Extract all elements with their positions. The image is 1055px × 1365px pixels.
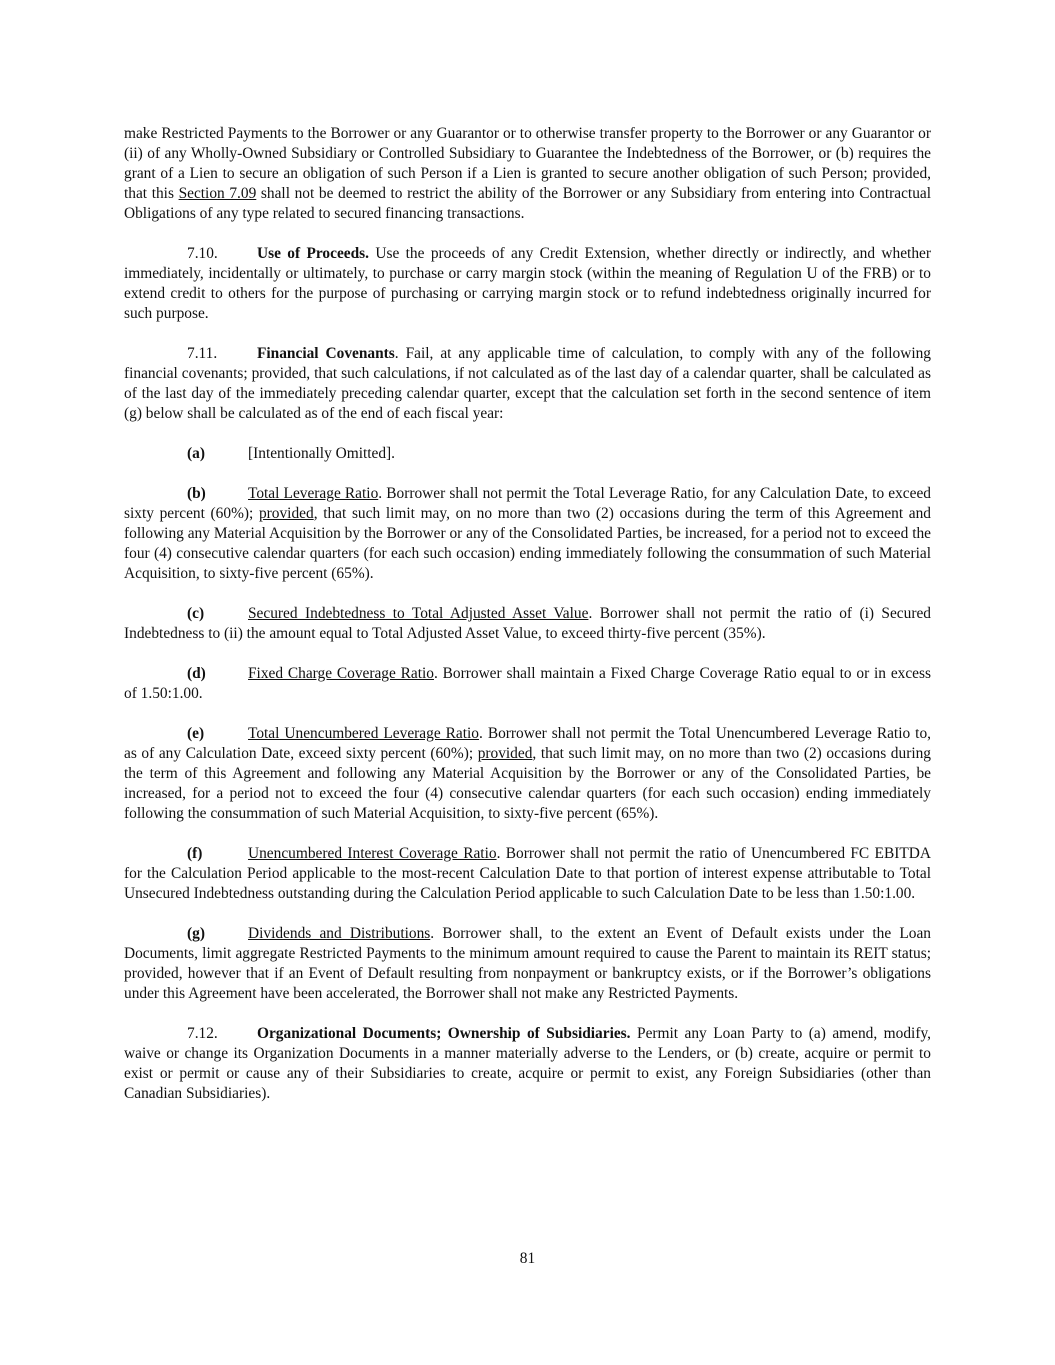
proviso-term: provided	[477, 745, 533, 762]
section-7-11	[124, 344, 931, 424]
item-c	[124, 604, 931, 644]
proviso-term: provided	[258, 505, 314, 522]
section-number: 7.10.	[187, 245, 218, 262]
item-title: Dividends and Distributions	[248, 925, 431, 942]
item-title: Secured Indebtedness to Total Adjusted Asset Value	[248, 605, 589, 622]
item-a	[124, 444, 931, 464]
section-7-10	[124, 244, 931, 324]
section-number: 7.11.	[187, 345, 218, 362]
item-label: (a)	[187, 445, 205, 462]
item-label: (f)	[187, 845, 203, 862]
section-body: Use the proceeds of any Credit Extension, whether directly or indirectly, and whether immediately, incidentally or ultimately, to purchase or carry margin stock (within the meaning of Regulation U of the FRB) or to extend credit to others for the purpose of purchasing or carrying margin stock or to refund indebtedness originally incurred for such purpose.	[124, 245, 931, 322]
item-body: [Intentionally Omitted].	[248, 445, 396, 462]
item-g	[124, 924, 931, 1004]
item-d	[124, 664, 931, 704]
page-number: 81	[519, 1250, 536, 1267]
item-f	[124, 844, 931, 904]
item-e	[124, 724, 931, 824]
section-reference: Section 7.09	[178, 185, 257, 202]
section-title: Use of Proceeds.	[257, 245, 370, 262]
section-body: Permit any Loan Party to (a) amend, modify, waive or change its Organization Documents in a manner materially adverse to the Lenders, or (b) create, acquire or permit to exist or permit or cause any of their Subsidiaries to create, acquire or permit to exist, any Foreign Subsidiaries (other than Canadian Subsidiaries).	[124, 1025, 931, 1102]
item-label: (b)	[187, 485, 206, 502]
item-body: . Borrower shall not permit the Total Leverage Ratio, for any Calculation Date, to exceed sixty percent (60%);	[124, 485, 931, 522]
item-label: (c)	[187, 605, 205, 622]
item-title: Total Leverage Ratio	[248, 485, 379, 502]
paragraph-text: make Restricted Payments to the Borrower or any Guarantor or to otherwise transfer property to the Borrower or any Guarantor or (ii) of any Wholly-Owned Subsidiary or Controlled Subsidiary to Guarantee the Indebtedness of the Borrower, or (b) requires the grant of a Lien to secure an obligation of such Person if a Lien is granted to secure another obligation of such Person; provided, that this	[124, 125, 931, 202]
item-label: (g)	[187, 925, 205, 942]
section-number: 7.12.	[187, 1025, 218, 1042]
item-b	[124, 484, 931, 584]
item-body: , that such limit may, on no more than two (2) occasions during the term of this Agreement and following any Material Acquisition by the Borrower or any of the Consolidated Parties, be increased, for a period not to exceed the four (4) consecutive calendar quarters (for each such occasion) ending immediately following the consummation of such Material Acquisition, to sixty-five percent (65%).	[124, 505, 932, 582]
item-body: . Borrower shall not permit the ratio of Unencumbered FC EBITDA for the Calculation Period applicable to the most-recent Calculation Date to that portion of interest expense attributable to Total Unsecured Indebtedness outstanding during the Calculation Period applicable to such Calculation Date to be less than 1.50:1.00.	[124, 845, 931, 902]
section-7-12	[124, 1024, 931, 1104]
item-title: Fixed Charge Coverage Ratio	[248, 665, 434, 682]
document-page	[124, 124, 931, 1124]
item-body: , that such limit may, on no more than two (2) occasions during the term of this Agreement and following any Material Acquisition by the Borrower or any of the Consolidated Parties, be increased, for a period not to exceed the four (4) consecutive calendar quarters (for each such occasion) ending immediately following the consummation of such Material Acquisition, to sixty-five percent (65%).	[124, 745, 931, 822]
continuation-paragraph	[124, 124, 931, 224]
item-title: Total Unencumbered Leverage Ratio	[248, 725, 479, 742]
section-body: . Fail, at any applicable time of calculation, to comply with any of the following financial covenants; provided, that such calculations, if not calculated as of the last day of a calendar quarter, shall be calculated as of the last day of the immediately preceding calendar quarter, except that the calculation set forth in the second sentence of item (g) below shall be calculated as of the end of each fiscal year:	[124, 345, 931, 422]
item-title: Unencumbered Interest Coverage Ratio	[248, 845, 497, 862]
item-body: . Borrower shall not permit the ratio of (i) Secured Indebtedness to (ii) the amount equal to Total Adjusted Asset Value, to exceed thirty-five percent (35%).	[124, 605, 931, 642]
section-title: Financial Covenants	[257, 345, 395, 362]
item-body: . Borrower shall not permit the Total Unencumbered Leverage Ratio to, as of any Calculation Date, exceed sixty percent (60%);	[124, 725, 931, 762]
item-label: (d)	[187, 665, 206, 682]
item-label: (e)	[187, 725, 205, 742]
item-body: . Borrower shall, to the extent an Event of Default exists under the Loan Documents, limit aggregate Restricted Payments to the minimum amount required to cause the Parent to maintain its REIT status; provided, however that if an Event of Default resulting from nonpayment or bankruptcy exists, or if the Borrower’s obligations under this Agreement have been accelerated, the Borrower shall not make any Restricted Payments.	[124, 925, 931, 1002]
paragraph-text: shall not be deemed to restrict the ability of the Borrower or any Subsidiary from entering into Contractual Obligations of any type related to secured financing transactions.	[124, 185, 931, 222]
section-title: Organizational Documents; Ownership of Subsidiaries.	[257, 1025, 631, 1042]
item-body: . Borrower shall maintain a Fixed Charge Coverage Ratio equal to or in excess of 1.50:1.00.	[124, 665, 931, 702]
